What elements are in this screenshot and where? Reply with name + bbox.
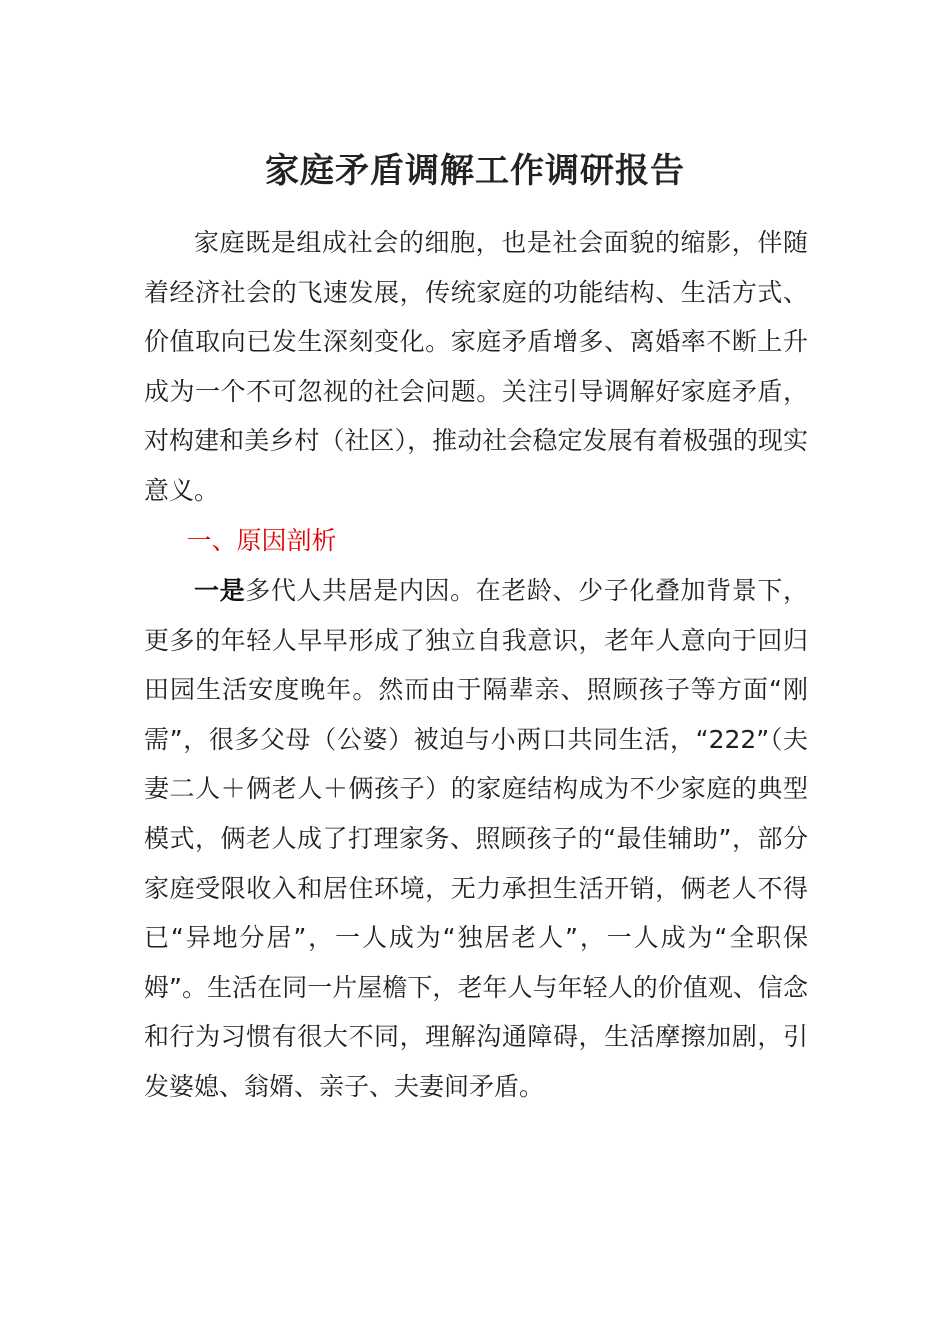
document-title: 家庭矛盾调解工作调研报告 [265, 151, 685, 191]
point-text: 多代人共居是内因。在老龄、少子化叠加背景下，更多的年轻人早早形成了独立自我意识，老年人意向于回归田园生活安度晚年。然而由于隔辈亲、照顾孩子等方面“刚需”，很多父母（公婆）被迫与小两口共同生活，“222”（夫妻二人＋俩老人＋俩孩子）的家庭结构成为不少家庭的典型模式，俩老人成了打理家务、照顾孩子的“最佳辅助”，部分家庭受限收入和居住环境，无力承担生活开销，俩老人不得已“异地分居”，一人成为“独居老人”，一人成为“全职保姆”。生活在同一片屋檐下，老年人与年轻人的价值观、信念和行为习惯有很大不同，理解沟通障碍，生活摩擦加剧，引发婆媳、翁婿、亲子、夫妻间矛盾。 [144, 576, 808, 1101]
reason-paragraph [144, 566, 808, 1112]
section-heading-block [144, 516, 808, 566]
point-lead: 一是 [194, 576, 246, 605]
intro-section [144, 218, 808, 516]
reason-section [144, 566, 808, 1112]
section-heading: 一、原因剖析 [186, 526, 337, 555]
intro-paragraph: 家庭既是组成社会的细胞，也是社会面貌的缩影，伴随着经济社会的飞速发展，传统家庭的功能结构、生活方式、价值取向已发生深刻变化。家庭矛盾增多、离婚率不断上升成为一个不可忽视的社会问题。关注引导调解好家庭矛盾，对构建和美乡村（社区），推动社会稳定发展有着极强的现实意义。 [144, 228, 808, 505]
